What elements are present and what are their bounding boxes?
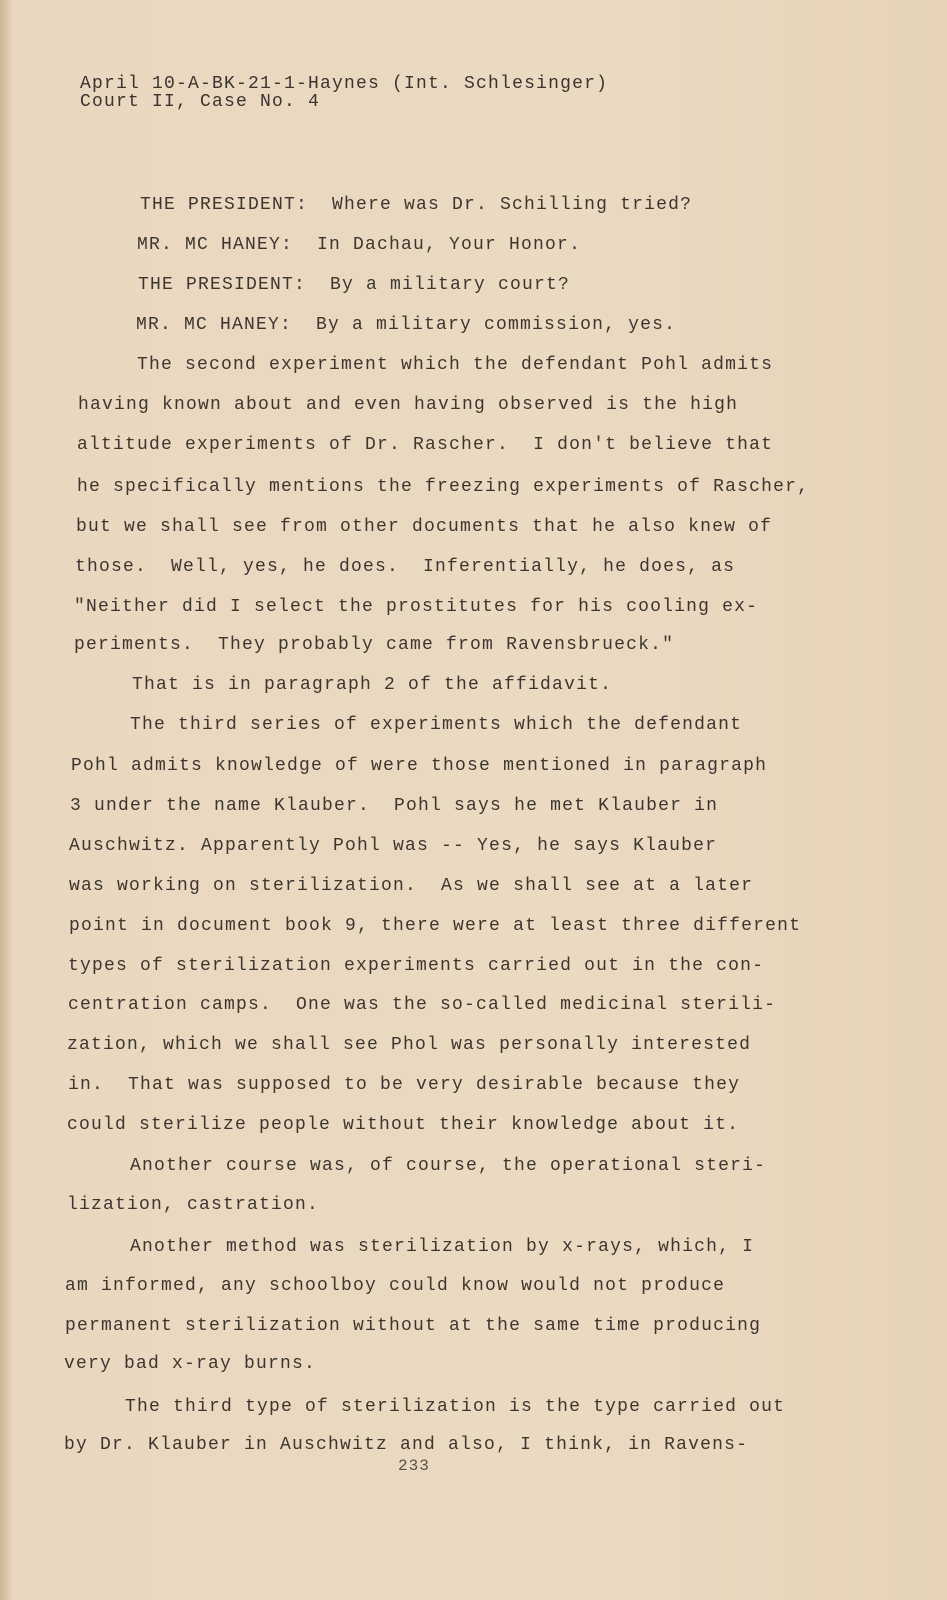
text-line: THE PRESIDENT: Where was Dr. Schilling tried?	[140, 195, 693, 215]
text-line: am informed, any schoolboy could know would not produce	[65, 1276, 726, 1296]
text-line: centration camps. One was the so-called medicinal sterili-	[68, 995, 777, 1015]
text-line: types of sterilization experiments carried out in the con-	[68, 956, 765, 976]
header-line-2: Court II, Case No. 4	[80, 92, 321, 112]
text-line: lization, castration.	[67, 1195, 320, 1215]
text-line: The second experiment which the defendant Pohl admits	[137, 355, 774, 375]
text-line: by Dr. Klauber in Auschwitz and also, I think, in Ravens-	[64, 1435, 749, 1455]
text-line: THE PRESIDENT: By a military court?	[138, 275, 571, 295]
text-line: "Neither did I select the prostitutes for his cooling ex-	[74, 597, 759, 617]
text-line: Pohl admits knowledge of were those mentioned in paragraph	[71, 756, 768, 776]
text-line: Another method was sterilization by x-rays, which, I	[130, 1237, 755, 1257]
text-line: could sterilize people without their knowledge about it.	[67, 1115, 740, 1135]
text-line: very bad x-ray burns.	[64, 1354, 317, 1374]
text-line: point in document book 9, there were at least three different	[69, 916, 802, 936]
text-line: was working on sterilization. As we shall see at a later	[69, 876, 754, 896]
text-line: zation, which we shall see Phol was personally interested	[67, 1035, 752, 1055]
text-line: MR. MC HANEY: In Dachau, Your Honor.	[137, 235, 582, 255]
text-line: Auschwitz. Apparently Pohl was -- Yes, he says Klauber	[69, 836, 718, 856]
text-line: those. Well, yes, he does. Inferentially, he does, as	[75, 557, 736, 577]
text-line: That is in paragraph 2 of the affidavit.	[132, 675, 613, 695]
text-line: permanent sterilization without at the same time producing	[65, 1316, 762, 1336]
text-line: in. That was supposed to be very desirable because they	[68, 1075, 741, 1095]
text-line: 3 under the name Klauber. Pohl says he met Klauber in	[70, 796, 719, 816]
text-line: he specifically mentions the freezing experiments of Rascher,	[77, 477, 810, 497]
page-edge	[0, 0, 10, 1600]
text-line: periments. They probably came from Ravensbrueck."	[74, 635, 675, 655]
text-line: altitude experiments of Dr. Rascher. I don't believe that	[77, 435, 774, 455]
text-line: The third type of sterilization is the type carried out	[125, 1397, 786, 1417]
text-line: The third series of experiments which the defendant	[130, 715, 743, 735]
text-line: but we shall see from other documents that he also knew of	[76, 517, 773, 537]
header-line-1: April 10-A-BK-21-1-Haynes (Int. Schlesinger)	[80, 74, 609, 94]
text-line: MR. MC HANEY: By a military commission, yes.	[136, 315, 677, 335]
text-line: having known about and even having observed is the high	[78, 395, 739, 415]
page-number: 233	[398, 1457, 430, 1475]
text-line: Another course was, of course, the operational steri-	[130, 1156, 767, 1176]
